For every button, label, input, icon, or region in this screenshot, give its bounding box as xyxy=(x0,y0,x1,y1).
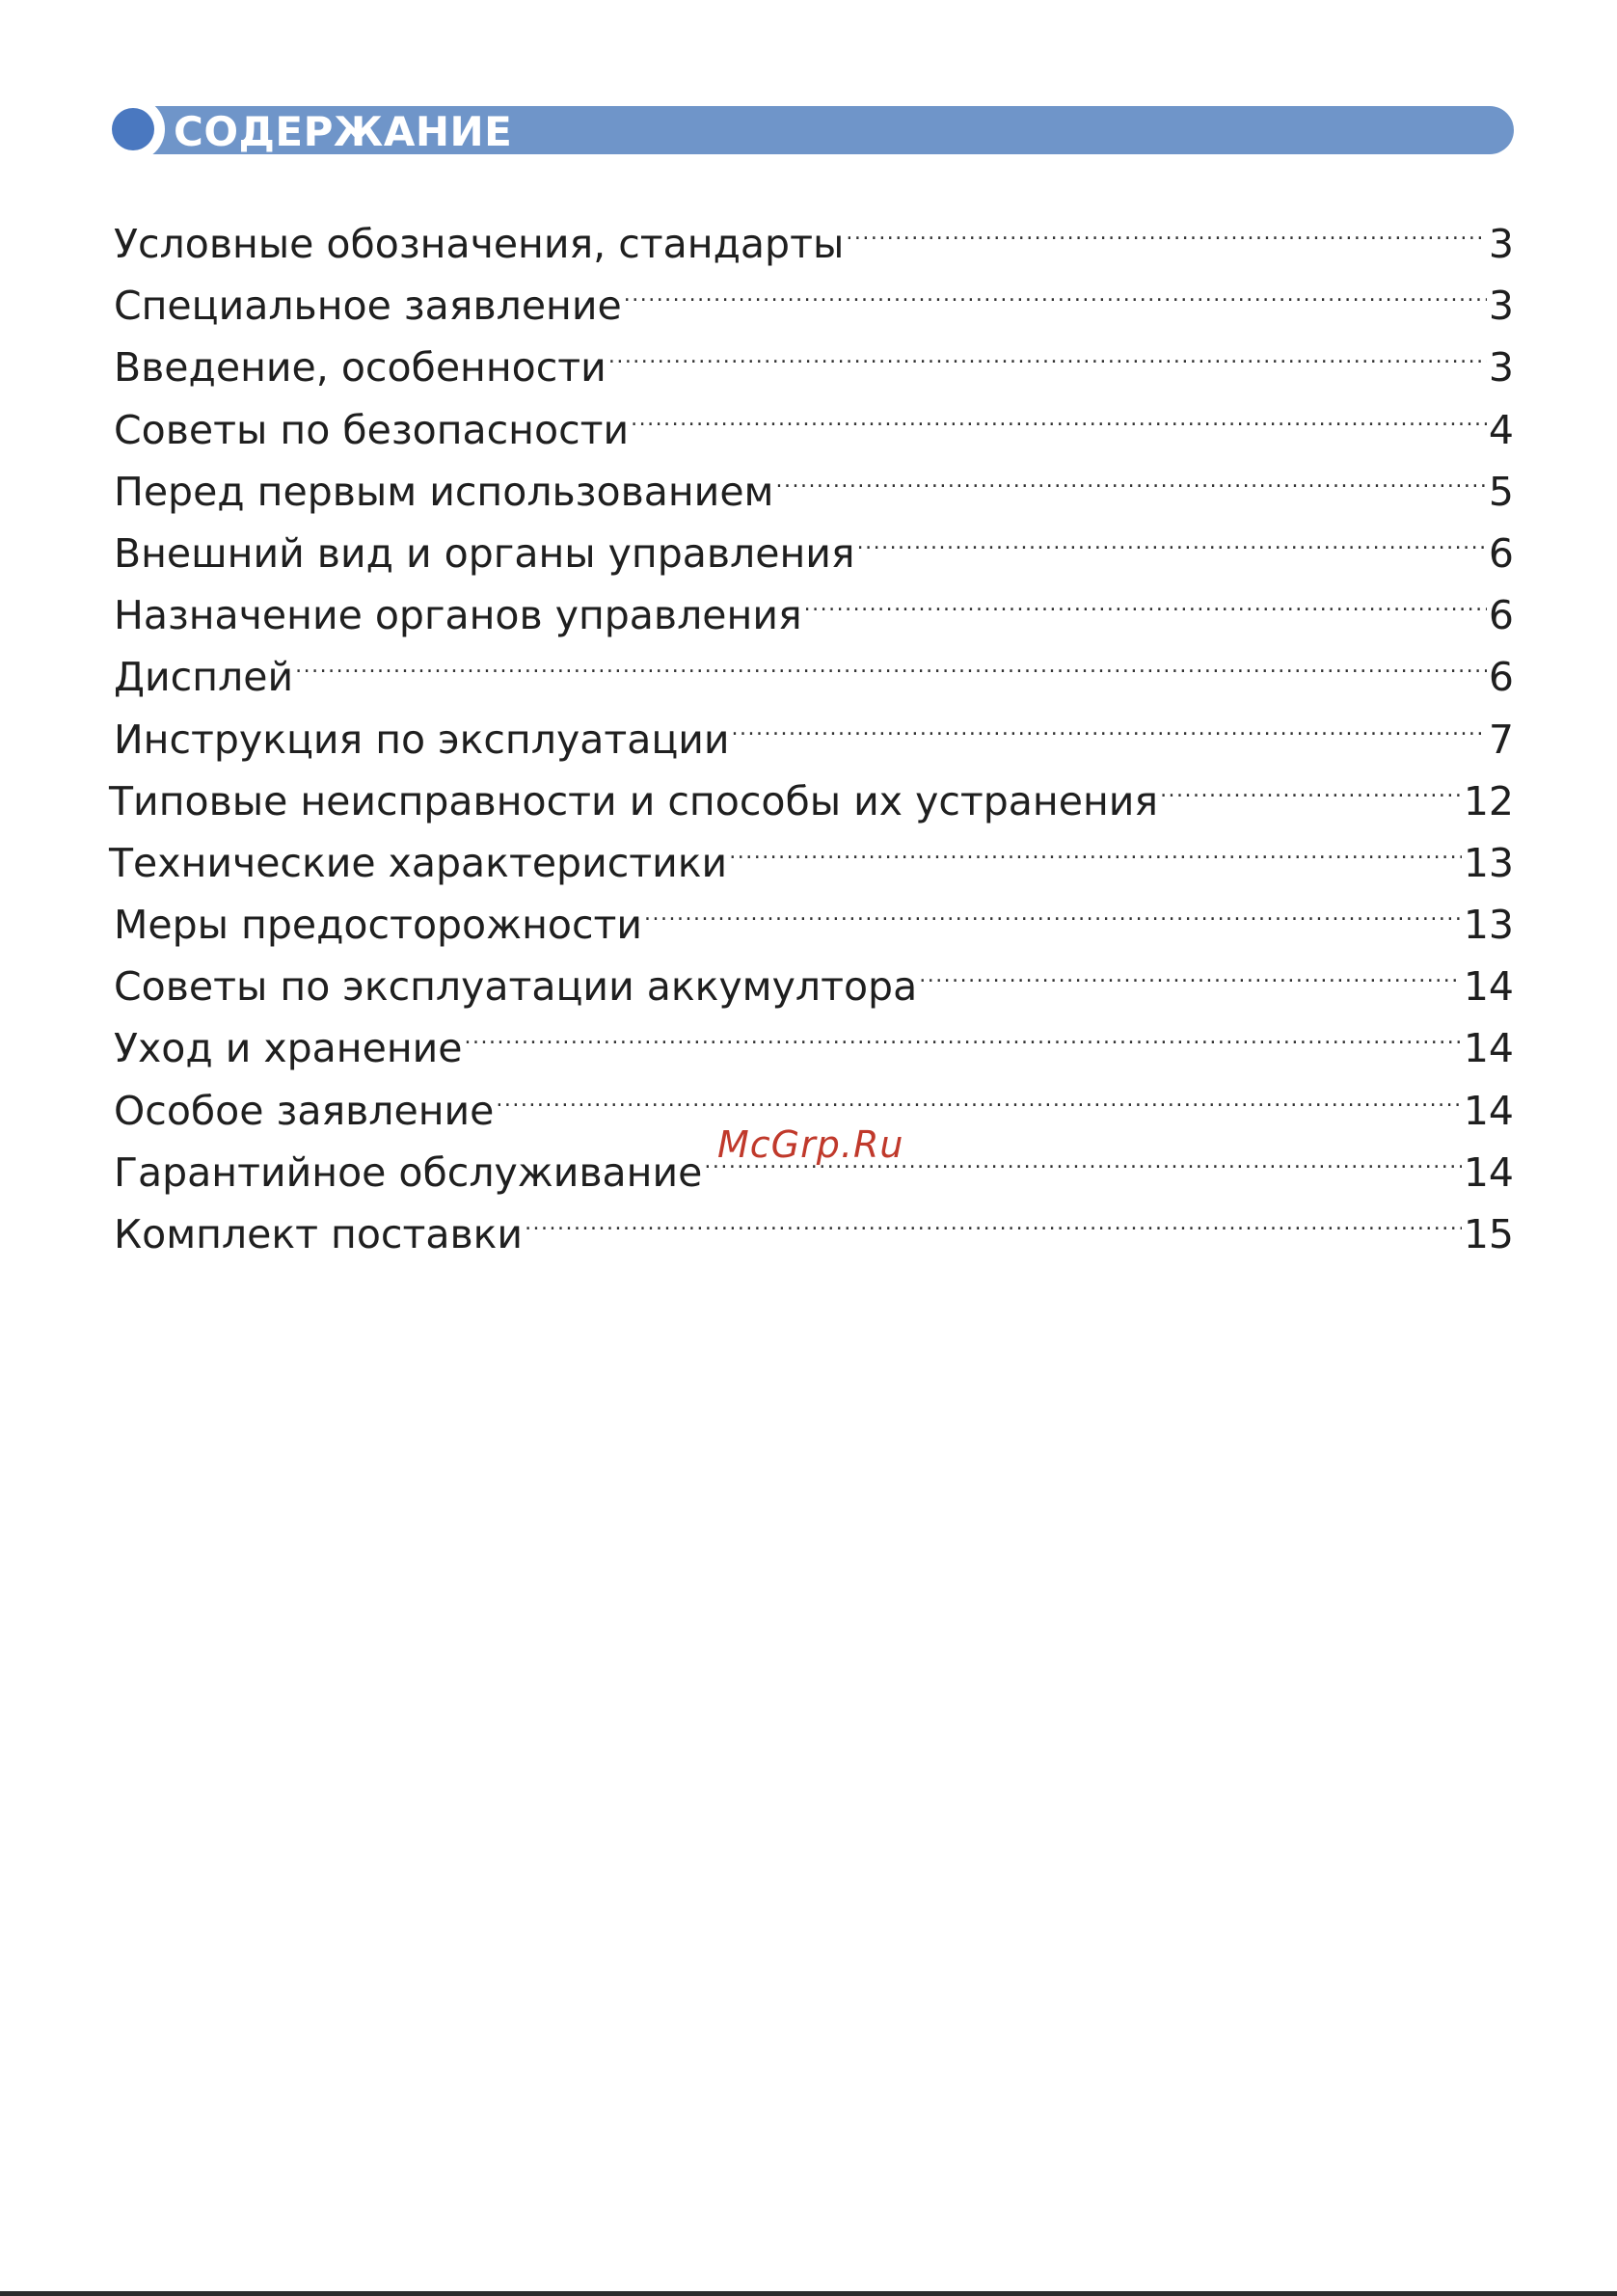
toc-item-title: Особое заявление xyxy=(114,1087,495,1134)
toc-item-title: Уход и хранение xyxy=(114,1025,463,1072)
toc-item-page: 14 xyxy=(1463,1025,1514,1072)
page-bottom-edge xyxy=(0,2291,1617,2296)
toc-dot-leader xyxy=(1160,753,1462,815)
toc-item-title: Комплект поставки xyxy=(114,1211,524,1257)
toc-item-title: Меры предосторожности xyxy=(114,902,643,949)
toc-dot-leader xyxy=(919,938,1462,1000)
toc-item[interactable] xyxy=(114,629,1514,701)
toc-item-page: 5 xyxy=(1488,468,1514,515)
toc-dot-leader xyxy=(295,629,1487,690)
header-bullet-icon xyxy=(101,97,165,161)
toc-item-page: 3 xyxy=(1488,283,1514,330)
toc-item-title: Технические характеристики xyxy=(109,839,728,886)
toc-item[interactable] xyxy=(114,196,1514,267)
section-title: СОДЕРЖАНИЕ xyxy=(174,108,513,155)
toc-item-title: Советы по безопасности xyxy=(114,406,630,453)
toc-item-page: 14 xyxy=(1463,1087,1514,1134)
toc-dot-leader xyxy=(846,196,1487,257)
toc-item-page: 6 xyxy=(1488,529,1514,577)
toc-dot-leader xyxy=(804,567,1487,629)
header-bullet-dot xyxy=(112,108,154,150)
toc-dot-leader xyxy=(631,382,1487,444)
toc-item-page: 7 xyxy=(1488,716,1514,763)
toc-item-title: Введение, особенности xyxy=(114,344,606,392)
toc-dot-leader xyxy=(608,319,1487,381)
toc-dot-leader xyxy=(729,815,1462,877)
toc-dot-leader xyxy=(624,257,1487,319)
toc-item-page: 6 xyxy=(1488,654,1514,701)
toc-dot-leader xyxy=(465,1000,1462,1062)
toc-item-title: Внешний вид и органы управления xyxy=(114,529,855,577)
toc-item-title: Инструкция по эксплуатации xyxy=(114,716,730,763)
toc-item-page: 14 xyxy=(1463,963,1514,1011)
toc-dot-leader xyxy=(525,1186,1462,1248)
toc-item-page: 15 xyxy=(1463,1211,1514,1257)
toc-dot-leader xyxy=(775,444,1486,505)
table-of-contents xyxy=(109,196,1514,1257)
toc-item-title: Дисплей xyxy=(114,654,294,701)
toc-item-page: 12 xyxy=(1463,777,1514,824)
toc-item-page: 13 xyxy=(1463,839,1514,886)
toc-dot-leader xyxy=(496,1063,1461,1124)
toc-item-page: 14 xyxy=(1463,1148,1514,1196)
toc-dot-leader xyxy=(644,877,1462,938)
toc-dot-leader xyxy=(732,691,1487,753)
toc-item[interactable] xyxy=(114,691,1514,763)
toc-item-page: 6 xyxy=(1488,592,1514,639)
toc-item-title: Типовые неисправности и способы их устранения xyxy=(109,777,1159,824)
toc-item-title: Перед первым использованием xyxy=(114,468,774,515)
toc-item-title: Советы по эксплуатации аккумултора xyxy=(114,963,918,1011)
toc-item-title: Гарантийное обслуживание xyxy=(114,1148,703,1196)
toc-item-title: Назначение органов управления xyxy=(114,592,802,639)
toc-item-page: 4 xyxy=(1488,406,1514,453)
toc-dot-leader xyxy=(857,505,1487,567)
toc-item-page: 3 xyxy=(1488,344,1514,392)
toc-item-page: 13 xyxy=(1463,902,1514,949)
toc-item-page: 3 xyxy=(1488,221,1514,267)
toc-item-title: Условные обозначения, стандарты xyxy=(114,221,845,267)
toc-item-title: Специальное заявление xyxy=(114,283,622,330)
watermark-text: McGrp.Ru xyxy=(717,1123,904,1166)
